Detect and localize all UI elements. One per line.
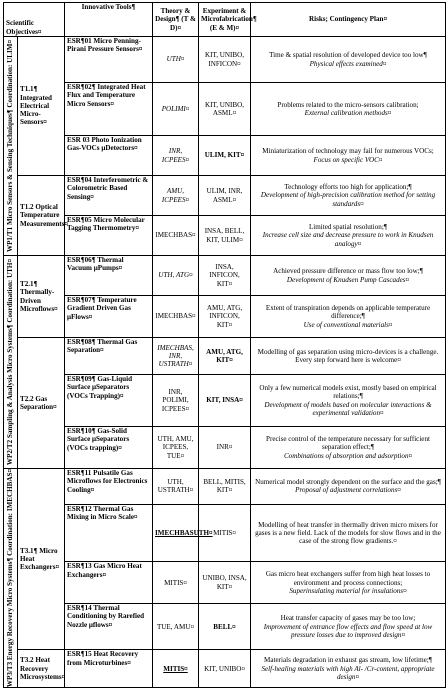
table-row <box>4 216 446 256</box>
em-esr06: INSA, INFICON, KIT¤ <box>199 256 251 296</box>
tool-esr08: ESR¶08¶ Thermal Gas Separation¤ <box>65 338 153 375</box>
wp3-objective-1: T3.1¶ Micro Heat Exchangers¤ <box>18 469 65 650</box>
em-esr03: ULIM, KIT¤ <box>199 136 251 176</box>
table-row <box>4 136 446 176</box>
wp2-label: WP2/T2 Sampling & Analysis Micro Systems¶ Coordination: UTH¤ <box>4 256 18 469</box>
table-row <box>4 562 446 604</box>
table-row <box>4 469 446 505</box>
tool-esr07: ESR¶07¶ Temperature Gradient Driven Gas μFlows¤ <box>65 296 153 338</box>
table-row <box>4 338 446 375</box>
td-esr10: UTH, AMU, ICPEES, TUE¤ <box>153 427 199 469</box>
table-row <box>4 83 446 136</box>
wp2-objective-2: T2.2 Gas Separation¤ <box>18 338 65 469</box>
em-esr10: INR¤ <box>199 427 251 469</box>
td-esr05: IMECHBAS¤ <box>153 216 199 256</box>
em-esr13: UNIBO, INSA, KIT¤ <box>199 562 251 604</box>
td-esr12: IMECHBASUTH¤ <box>153 504 199 562</box>
em-esr05: INSA, BELL, KIT, ULIM¤ <box>199 216 251 256</box>
tool-esr04: ESR¶04 Interferometric & Colorometric Based Sensing¤ <box>65 176 153 216</box>
objectives-table-page <box>3 2 445 696</box>
objectives-table <box>3 2 446 688</box>
td-esr14: TUE, AMU¤ <box>153 604 199 650</box>
risk-esr05: Limited spatial resolution;¶ Increase cell size and decrease pressure to work in Knudsen analogy¤ <box>251 216 446 256</box>
tool-esr06: ESR¶06¶ Thermal Vacuum μPumps¤ <box>65 256 153 296</box>
table-row <box>4 604 446 650</box>
header-objectives: Scientific Objectives¤ <box>4 3 65 37</box>
td-esr08: IMECHBAS, INR, USTRATH¤ <box>153 338 199 375</box>
em-esr08: AMU, ATG, KIT¤ <box>199 338 251 375</box>
header-tools: Innovative Tools¶ <box>65 3 153 37</box>
risk-esr10: Precise control of the temperature necessary for sufficient separation effect;¶ Combinations of absorption and adsorption¤ <box>251 427 446 469</box>
td-esr09: INR, POLIMI, ICPEES¤ <box>153 375 199 427</box>
wp1-objective-1: T1.1¶ Integrated Electrical Micro-Sensors¤ <box>18 37 65 176</box>
td-esr15: MITIS¤ <box>153 650 199 688</box>
tool-esr14: ESR¶14 Thermal Conditioning by Rarefied Nozzle μflows¤ <box>65 604 153 650</box>
tool-esr11: ESR¶11 Pulsatile Gas Microflows for Electronics Cooling¤ <box>65 469 153 505</box>
wp3-objective-2: T3.2 Heat Recovery Microsystems¤ <box>18 650 65 688</box>
em-esr12: MITIS¤ <box>199 504 251 562</box>
table-row <box>4 650 446 688</box>
risk-esr07: Extent of transpiration depends on applicable temperature difference;¶ Use of conventional materials¤ <box>251 296 446 338</box>
table-row <box>4 427 446 469</box>
risk-esr09: Only a few numerical models exist, mostly based on empirical relations;¶ Development of models based on molecular interactions & experimental validation¤ <box>251 375 446 427</box>
em-esr09: KIT, INSA¤ <box>199 375 251 427</box>
tool-esr15: ESR¶15 Heat Recovery from Microturbines¤ <box>65 650 153 688</box>
table-row <box>4 176 446 216</box>
em-esr01: KIT, UNIBO, INFICON¤ <box>199 37 251 83</box>
tool-esr01: ESR¶01 Micro Penning-Pirani Pressure Sensors¤ <box>65 37 153 83</box>
table-row <box>4 504 446 562</box>
risk-esr15: Materials degradation in exhaust gas stream, low lifetime;¶ Self-healing materials with high Al- /Cr-content, appropriate design¤ <box>251 650 446 688</box>
table-row <box>4 37 446 83</box>
risk-esr11: Numerical model strongly dependent on the surface and the gas;¶ Proposal of adjustment correlations¤ <box>251 469 446 505</box>
tool-esr13: ESR¶13 Gas Micro Heat Exchangers¤ <box>65 562 153 604</box>
em-esr07: AMU, ATG, INFICON, KIT¤ <box>199 296 251 338</box>
td-esr01: UTH¤ <box>153 37 199 83</box>
td-esr07: IMECHBAS¤ <box>153 296 199 338</box>
header-risks: Risks; Contingency Plan¤ <box>251 3 446 37</box>
td-esr03: INR, ICPEES¤ <box>153 136 199 176</box>
td-esr06: UTH, ATG¤ <box>153 256 199 296</box>
em-esr11: BELL, MITIS, KIT¤ <box>199 469 251 505</box>
table-row <box>4 375 446 427</box>
header-row <box>4 3 446 37</box>
wp2-objective-1: T2.1¶ Thermally-Driven Microflows¤ <box>18 256 65 338</box>
tool-esr02: ESR¶02¶ Integrated Heat Flux and Temperature Micro Sensors¤ <box>65 83 153 136</box>
header-experiment: Experiment & Microfabrication¶ (E & M)¤ <box>199 3 251 37</box>
wp1-label: WP1/T1 Micro Sensors & Sensing Techniques¶ Coordination: ULIM¤ <box>4 37 18 256</box>
risk-esr06: Achieved pressure difference or mass flow too low;¶ Development of Knudsen Pump Cascades¤ <box>251 256 446 296</box>
tool-esr09: ESR¶09¶ Gas-Liquid Surface μSeparators (VOCs Trapping)¤ <box>65 375 153 427</box>
table-row <box>4 256 446 296</box>
td-esr11: UTH, USTRATH¤ <box>153 469 199 505</box>
tool-esr03: ESR 03 Photo Ionization Gas-VOCs μDetectors¤ <box>65 136 153 176</box>
tool-esr12: ESR¶12 Thermal Gas Mixing in Micro Scale¤ <box>65 504 153 562</box>
em-esr04: ULIM, INR, ASML¤ <box>199 176 251 216</box>
risk-esr02: Problems related to the micro-sensors calibration; External calibration methods¤ <box>251 83 446 136</box>
td-esr04: AMU, ICPEES¤ <box>153 176 199 216</box>
risk-esr14: Heat transfer capacity of gases may be too low; Improvement of entrance flow effects and flow speed at low pressure losses due to improved design¤ <box>251 604 446 650</box>
tool-esr05: ESR¶05 Micro Molecular Tagging Thermometry¤ <box>65 216 153 256</box>
risk-esr12: Modelling of heat transfer in thermally driven micro mixers for gases is a new field. Lack of the models for slow flows and in the case of the strong flow gradients.¤ <box>251 504 446 562</box>
tool-esr10: ESR¶10¶ Gas-Solid Surface μSeparators (VOCs trapping)¤ <box>65 427 153 469</box>
risk-esr01: Time & spatial resolution of developed device too low¶ Physical effects examined¤ <box>251 37 446 83</box>
em-esr14: BELL¤ <box>199 604 251 650</box>
td-esr13: MITIS¤ <box>153 562 199 604</box>
wp1-objective-2: T1.2 Optical Temperature Measurements¤ <box>18 176 65 256</box>
risk-esr13: Gas micro heat exchangers suffer from high heat losses to environment and process connections; Superinsulating material for insulations¤ <box>251 562 446 604</box>
wp3-label: WP3/T3 Energy Recovery Micro Systems¶ Coordination: IMECHBAS¤ <box>4 469 18 688</box>
risk-esr03: Miniaturization of technology may fail for numerous VOCs; Focus on specific VOC¤ <box>251 136 446 176</box>
table-row <box>4 296 446 338</box>
td-esr02: POLIMI¤ <box>153 83 199 136</box>
header-theory: Theory & Design¶ (T & D)¤ <box>153 3 199 37</box>
em-esr15: KIT, UNIBO¤ <box>199 650 251 688</box>
em-esr02: KIT, UNIBO, ASML¤ <box>199 83 251 136</box>
risk-esr04: Technology efforts too high for application;¶ Development of high-precision calibration method for setting standards¤ <box>251 176 446 216</box>
risk-esr08: Modelling of gas separation using micro-devices is a challenge. Every step forward here is welcome¤ <box>251 338 446 375</box>
